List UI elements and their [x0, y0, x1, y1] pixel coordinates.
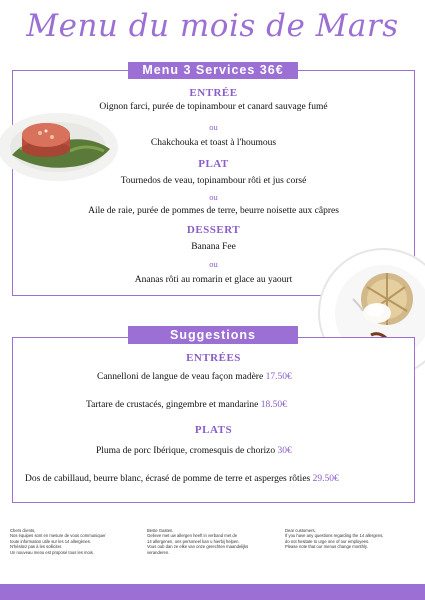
allergen-note-english: [285, 528, 403, 550]
plat-heading: PLAT: [198, 158, 229, 170]
suggestion-item: [97, 372, 292, 382]
bottom-accent-bar: [0, 584, 425, 600]
entree-option-2: Chakchouka et toast à l'houmous: [150, 138, 277, 148]
footer-line: If you have any questions regarding the 14 allergens,: [285, 533, 384, 539]
footer-line: Gelieve met uw allergen heeft in verband met de: [147, 533, 238, 539]
footer-line: Vous oub dan ze elke van onze gerechten maandelijks: [147, 544, 249, 550]
suggestion-item-price: 17.50€: [265, 372, 292, 382]
or-separator: ou: [209, 122, 218, 132]
entree-option-1: Oignon farci, purée de topinambour et canard sauvage fumé: [99, 102, 328, 112]
entree-heading: ENTRÉE: [189, 87, 238, 99]
or-separator: ou: [209, 192, 218, 202]
suggestion-item-price: 30€: [277, 446, 292, 456]
suggestion-item-name: Pluma de porc Ibérique, cromesquis de chorizo: [96, 446, 276, 456]
suggestion-item-name: Tartare de crustacés, gingembre et mandarine: [86, 400, 259, 410]
suggestions-box: [12, 337, 415, 503]
suggestion-item-name: Cannelloni de langue de veau façon madère: [97, 372, 264, 382]
suggestions-entrees-heading: ENTRÉES: [186, 352, 241, 364]
footer-line: Un nouveau menu est proposé tous les mois.: [10, 549, 95, 555]
allergen-note-dutch: [147, 528, 265, 555]
footer-line: 14 allergenen, ons personeel kan u hierbij helpen.: [147, 538, 240, 544]
footer-line: veranderen.: [147, 549, 170, 555]
plat-option-1: Tournedos de veau, topinambour rôti et jus corsé: [120, 176, 307, 186]
footer-line: Dear customers,: [285, 528, 316, 533]
plat-option-2: Aile de raie, purée de pommes de terre, beurre noisette aux câpres: [88, 206, 339, 216]
footer-line: Please note that our menus change monthly.: [285, 544, 368, 550]
footer-line: Chers clients,: [10, 528, 36, 533]
footer-line: N'hésitez pas à les solliciter.: [10, 544, 63, 550]
allergen-note-french: [10, 528, 128, 555]
suggestion-item-price: 18.50€: [260, 400, 287, 410]
dessert-heading: DESSERT: [186, 224, 241, 236]
suggestion-item: [86, 400, 287, 410]
suggestion-item: [96, 446, 292, 456]
suggestions-banner: Suggestions: [128, 326, 298, 344]
footer-line: toute information utile sur les 14 allergènes.: [10, 538, 92, 544]
footer-line: Nos équipes sont en mesure de vous communiquer: [10, 533, 106, 539]
tartare-dish-photo: [0, 105, 122, 183]
dessert-option-1: Banana Fee: [191, 242, 236, 252]
suggestion-item: [25, 474, 339, 484]
menu-banner: Menu 3 Services 36€: [128, 62, 298, 79]
suggestions-plats-heading: PLATS: [194, 424, 233, 436]
footer-line: do not hesitate to urge one of our employees.: [285, 538, 370, 544]
suggestion-item-price: 29.50€: [312, 474, 339, 484]
suggestion-item-name: Dos de cabillaud, beurre blanc, écrasé de pomme de terre et asperges rôties: [25, 474, 311, 484]
footer-line: Beste Gasten,: [147, 528, 174, 533]
or-separator: ou: [209, 259, 218, 269]
dessert-option-2: Ananas rôti au romarin et glace au yaourt: [134, 275, 293, 285]
menu-title: Menu du mois de Mars: [26, 8, 399, 44]
